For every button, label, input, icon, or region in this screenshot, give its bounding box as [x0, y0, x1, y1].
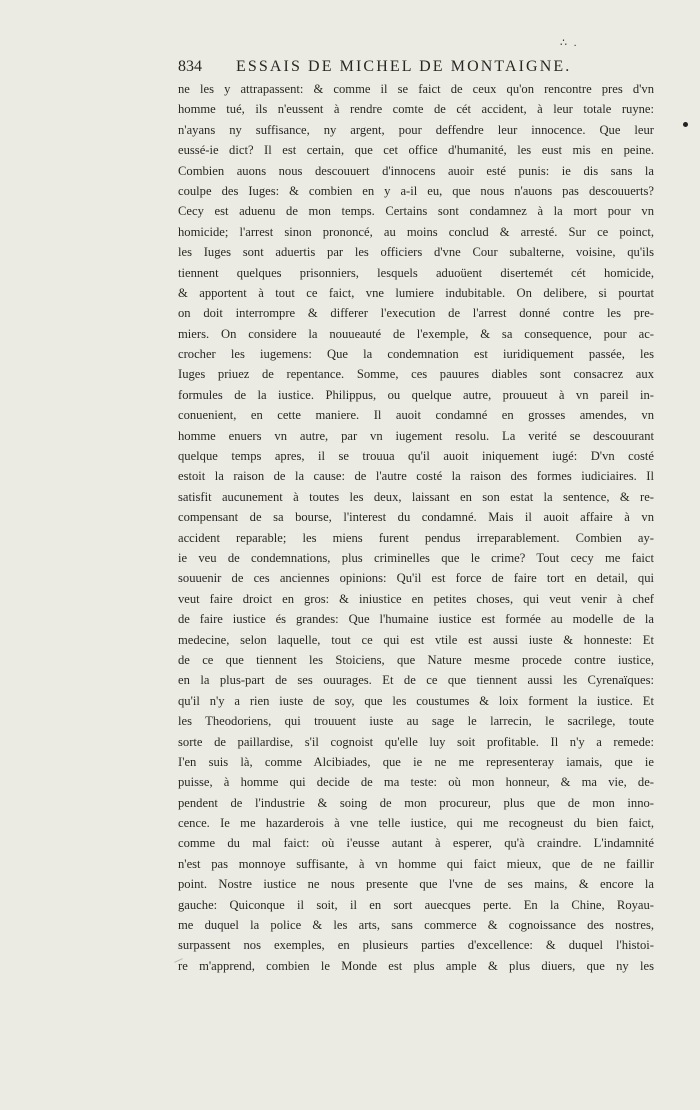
- text-line: re m'apprend, combien le Monde est plus ample & plus diuers, que ny les: [178, 958, 654, 973]
- text-line: estoit la raison de la cause: de l'autre costé la raison des formes iudiciaires. Il: [178, 469, 654, 484]
- text-line: gauche: Quiconque il soit, il en sort auecques perte. En la Chine, Royau-: [178, 897, 654, 912]
- text-line: ne les y attrapassent: & comme il se faict de ceux qu'on rencontre pres d'vn: [178, 82, 654, 96]
- text-line: I'en suis là, comme Alcibiades, que ie ne me representeray iamais, que ie: [178, 754, 654, 769]
- text-line: de ce que tiennent les Stoiciens, que Nature mesme procede contre iustice,: [178, 652, 654, 667]
- running-title: ESSAIS DE MICHEL DE MONTAIGNE.: [236, 58, 572, 75]
- text-line: homme tué, ils n'eussent à rendre comte de cét accident, à leur totale ruyne:: [178, 102, 654, 117]
- text-line: me duquel la police & les arts, sans commerce & cognoissance des nostres,: [178, 918, 654, 933]
- text-line: coulpe des Iuges: & combien en y a-il eu, que nous n'auons pas descouuerts?: [178, 183, 654, 198]
- text-line: eussé-ie dict? Il est certain, que cet office d'humanité, les eust mis en peine.: [178, 143, 654, 158]
- text-line: puisse, à homme qui decide de ma teste: où mon honneur, & ma vie, de-: [178, 775, 654, 790]
- text-line: les Iuges sont aduertis par les officiers d'vne Cour subalterne, voisine, qu'ils: [178, 245, 654, 260]
- text-line: crocher les iugemens: Que la condemnation est iuridiquement passée, les: [178, 347, 654, 362]
- text-line: point. Nostre iustice ne nous presente que l'vne de ses mains, & encore la: [178, 877, 654, 892]
- page-number: 834: [178, 58, 202, 75]
- text-line: n'est pas monnoye suffisante, à vn homme qui faict mieux, que de ne faillir: [178, 856, 654, 871]
- text-line: formules de la iustice. Philippus, ou quelque autre, prouueut à vn pareil in-: [178, 387, 654, 402]
- text-line: homicide; l'arrest sinon prononcé, au moins conclud & arresté. Sur ce poinct,: [178, 224, 654, 239]
- text-line: compensant de sa bourse, l'interest du condamné. Mais il auoit affaire à vn: [178, 510, 654, 525]
- text-line: les Theodoriens, qui trouuent iuste au sage le larrecin, le sacrilege, toute: [178, 714, 654, 729]
- text-line: satisfit aucunement à toutes les deux, laissant en son estat la sentence, & re-: [178, 489, 654, 504]
- top-right-marks: ∴ .: [560, 37, 579, 49]
- text-line: sorte de paillardise, s'il cognoist qu'elle luy soit profitable. Il n'y a remede:: [178, 734, 654, 749]
- text-line: Iuges priuez de repentance. Somme, ces pauures diables sont consacrez aux: [178, 367, 654, 382]
- text-line: ie veu de condemnations, plus criminelles que le crime? Tout cecy me faict: [178, 550, 654, 565]
- margin-dot: [683, 122, 688, 127]
- text-line: medecine, selon laquelle, tout ce qui est vtile est aussi iuste & honneste: Et: [178, 632, 654, 647]
- text-line: conuenient, en cette maniere. Il auoit condamné en grosses amendes, vn: [178, 408, 654, 423]
- text-line: en la plus-part de ses ouurages. Et de ce que tiennent aussi les Cyrenaïques:: [178, 673, 654, 688]
- text-line: homme enuers vn autre, par vn iugement resolu. La verité se descouurant: [178, 428, 654, 443]
- text-line: n'ayans ny suffisance, ny argent, pour deffendre leur innocence. Que leur: [178, 122, 654, 137]
- text-line: on doit interrompre & differer l'execution de l'arrest donné contre les pre-: [178, 306, 654, 321]
- body-text: [178, 79, 654, 976]
- text-line: miers. On considere la nouueauté de l'exemple, & sa consequence, pour ac-: [178, 326, 654, 341]
- text-line: Combien auons nous descouuert d'innocens auoir esté punis: ie dis sans la: [178, 163, 654, 178]
- text-line: comme du mal faict: où i'eusse autant à esperer, qu'à craindre. L'indamnité: [178, 836, 654, 851]
- text-line: de faire iustice és grandes: Que l'humaine iustice est formée au modelle de la: [178, 612, 654, 627]
- text-line: qu'il n'y a rien iuste de soy, que les coustumes & loix forment la iustice. Et: [178, 693, 654, 708]
- text-line: souuenir de ces anciennes opinions: Qu'il est force de faire tort en detail, qui: [178, 571, 654, 586]
- text-line: surpassent nos exemples, en plusieurs parties d'excellence: & duquel l'histoi-: [178, 938, 654, 953]
- text-line: veut faire droict en gros: & iniustice en petites choses, qui veut venir à chef: [178, 591, 654, 606]
- page-header: [178, 56, 608, 78]
- text-line: accident reparable; les miens furent pendus irreparablement. Combien ay-: [178, 530, 654, 545]
- text-line: quelque temps apres, il se trouua qu'il auoit iniquement iugé: D'vn costé: [178, 449, 654, 464]
- text-line: cence. Ie me hazarderois à vne telle iustice, qui me recogneust du bien faict,: [178, 816, 654, 831]
- text-line: tiennent quelques prisonniers, lesquels aduoüent disertemét cét homicide,: [178, 265, 654, 280]
- text-line: Cecy est aduenu de mon temps. Certains sont condamnez à la mort pour vn: [178, 204, 654, 219]
- text-line: & apportent à tout ce faict, vne lumiere indubitable. On delibere, si pourtat: [178, 285, 654, 300]
- text-line: pendent de l'industrie & soing de mon procureur, plus que de mon inno-: [178, 795, 654, 810]
